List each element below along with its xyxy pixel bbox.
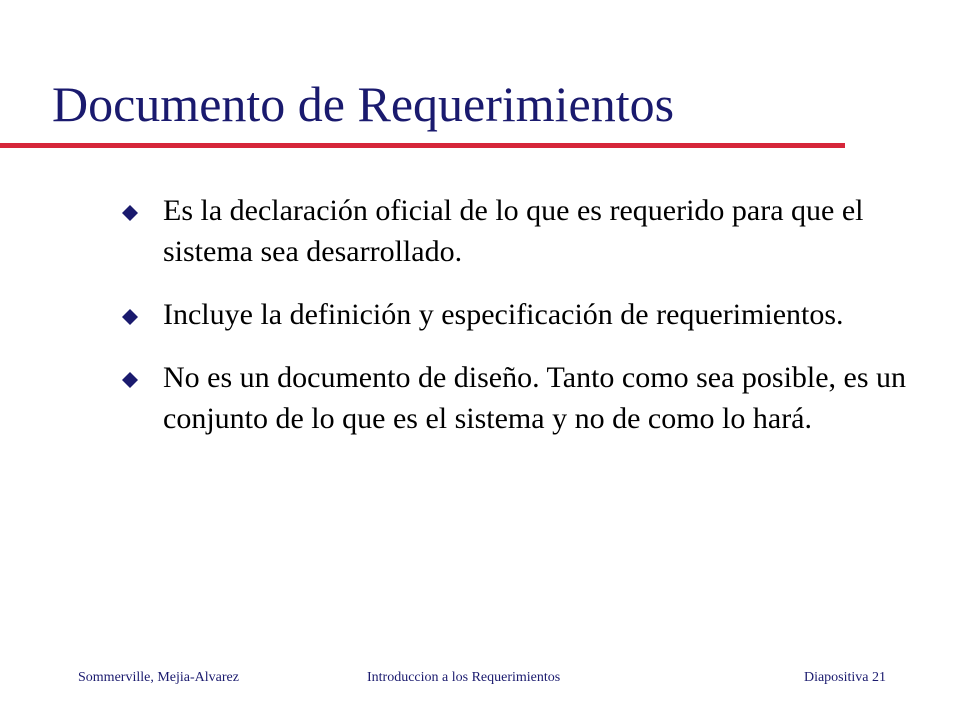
footer-slide-number: Diapositiva 21 — [803, 670, 886, 685]
bullet-list — [120, 190, 910, 461]
diamond-bullet-icon — [122, 205, 138, 221]
slide-title: Documento de Requerimientos — [52, 76, 675, 132]
bullet-item — [120, 294, 910, 335]
diamond-bullet-icon — [122, 372, 138, 388]
bullet-text: No es un documento de diseño. Tanto como sea posible, es un conjunto de lo que es el sistema y no de como lo hará. — [163, 361, 907, 435]
bullet-item — [120, 357, 910, 439]
footer-course-title: Introduccion a los Requerimientos — [367, 670, 561, 685]
bullet-text: Es la declaración oficial de lo que es requerido para que el sistema sea desarrollado. — [163, 194, 864, 268]
footer-authors: Sommerville, Mejia-Alvarez — [78, 670, 239, 685]
diamond-bullet-icon — [122, 309, 138, 325]
title-underline — [0, 143, 845, 148]
bullet-text: Incluye la definición y especificación de requerimientos. — [163, 298, 844, 331]
bullet-item — [120, 190, 910, 272]
